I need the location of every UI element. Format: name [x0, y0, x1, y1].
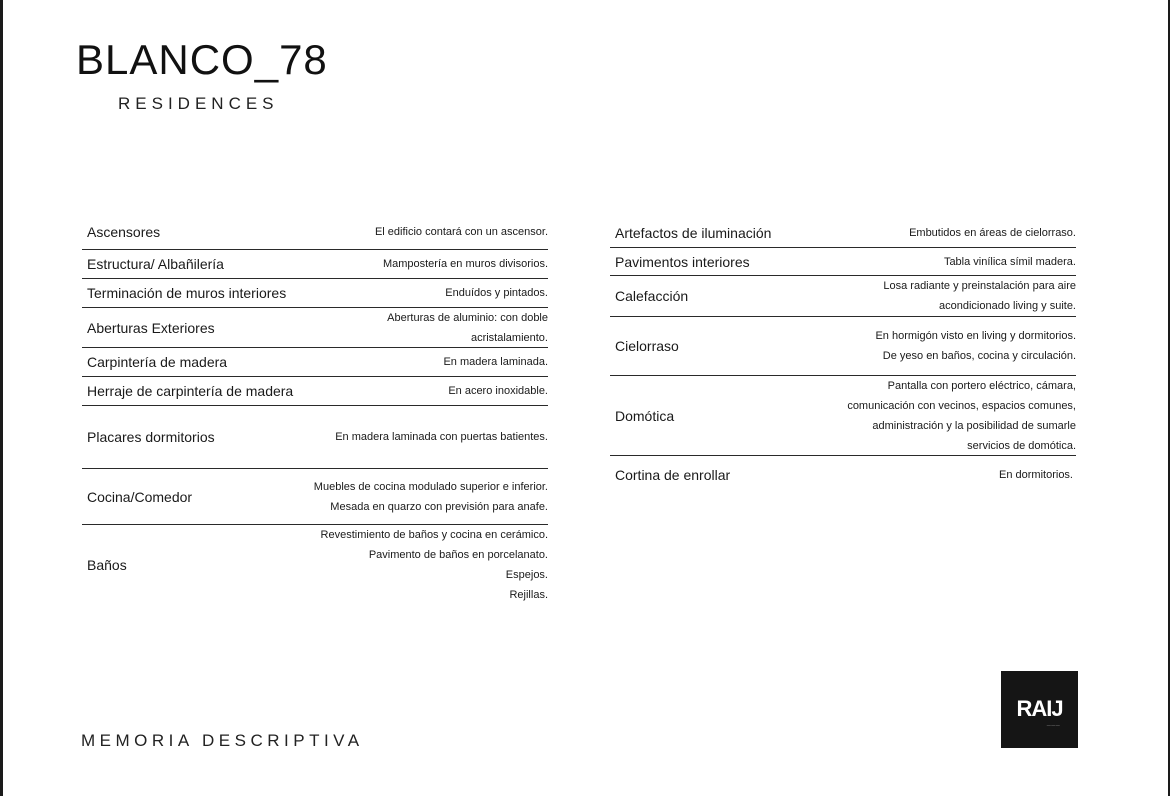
spec-desc-line: Espejos.: [505, 569, 548, 581]
spec-desc-line: Aberturas de aluminio: con doble: [387, 311, 548, 324]
spec-desc-line: Pavimento de baños en porcelanato.: [368, 549, 548, 561]
spec-desc-line: Tabla vinílica símil madera.: [943, 255, 1076, 268]
spec-row-cortina: [610, 456, 1076, 494]
spec-label: Cielorraso: [615, 338, 679, 354]
spec-desc-line: Rejillas.: [509, 589, 548, 601]
spec-row-iluminacion: [610, 218, 1076, 248]
spec-label: Estructura/ Albañilería: [87, 256, 224, 272]
spec-row-herraje: [82, 377, 548, 406]
spec-description: [321, 525, 548, 605]
spec-list-right: [610, 218, 1076, 494]
spec-label: Carpintería de madera: [87, 354, 228, 370]
spec-row-aberturas: [82, 308, 548, 348]
spec-row-ascensores: [82, 214, 548, 250]
spec-description: [383, 254, 548, 274]
spec-row-estructura: [82, 250, 548, 279]
spec-list-left: [82, 214, 548, 605]
spec-row-cielorraso: [610, 317, 1076, 376]
spec-description: [387, 308, 548, 348]
spec-desc-line: Pantalla con portero eléctrico, cámara,: [887, 379, 1076, 392]
spec-description: [314, 477, 548, 517]
spec-desc-line: servicios de domótica.: [967, 439, 1076, 452]
spec-desc-line: Embutidos en áreas de cielorraso.: [909, 226, 1076, 239]
spec-desc-line: El edificio contará con un ascensor.: [374, 225, 548, 238]
spec-label: Terminación de muros interiores: [87, 285, 287, 301]
spec-description: [443, 352, 548, 372]
spec-desc-line: acristalamiento.: [470, 331, 548, 344]
spec-label: Placares dormitorios: [87, 429, 215, 445]
logo-wordmark: RAIJ: [1016, 696, 1063, 721]
spec-row-pavimentos: [610, 248, 1076, 276]
spec-description: [875, 326, 1076, 366]
spec-description: [445, 283, 548, 303]
raij-logo: [1001, 671, 1078, 748]
spec-row-carpinteria: [82, 348, 548, 377]
spec-row-cocina: [82, 469, 548, 525]
spec-label: Domótica: [615, 407, 675, 424]
spec-label: Artefactos de iluminación: [615, 224, 772, 241]
spec-desc-line: En madera laminada con puertas batientes.: [335, 431, 548, 443]
spec-desc-line: comunicación con vecinos, espacios comunes,: [847, 399, 1076, 412]
spec-row-banos: [82, 525, 548, 605]
spec-row-placares: [82, 406, 548, 469]
spec-desc-line: De yeso en baños, cocina y circulación.: [882, 350, 1076, 362]
logo-tagline: ———: [1046, 722, 1061, 727]
spec-description: [999, 465, 1076, 485]
spec-description: [375, 222, 548, 242]
spec-desc-line: Enduídos y pintados.: [445, 287, 548, 299]
spec-row-terminacion: [82, 279, 548, 308]
page-border-left: [0, 0, 3, 796]
spec-desc-line: En dormitorios.: [999, 469, 1073, 481]
spec-desc-line: Losa radiante y preinstalación para aire: [883, 280, 1076, 292]
spec-label: Baños: [87, 557, 127, 573]
spec-label: Pavimentos interiores: [615, 253, 750, 270]
spec-label: Herraje de carpintería de madera: [87, 383, 294, 399]
spec-desc-line: En acero inoxidable.: [448, 385, 548, 397]
brand-subtitle: RESIDENCES: [118, 94, 279, 113]
spec-description: [847, 376, 1076, 456]
footer-title: MEMORIA DESCRIPTIVA: [81, 731, 364, 750]
spec-label: Cocina/Comedor: [87, 488, 193, 505]
spec-desc-line: En madera laminada.: [443, 356, 548, 368]
spec-label: Calefacción: [615, 288, 689, 304]
spec-desc-line: acondicionado living y suite.: [939, 300, 1076, 312]
spec-label: Cortina de enrollar: [615, 467, 731, 483]
spec-row-calefaccion: [610, 276, 1076, 317]
spec-description: [944, 252, 1076, 272]
spec-desc-line: Mesada en quarzo con previsión para anafe.: [330, 500, 548, 513]
spec-description: [883, 276, 1076, 316]
spec-desc-line: Muebles de cocina modulado superior e inferior.: [313, 480, 548, 493]
spec-desc-line: En hormigón visto en living y dormitorios.: [875, 330, 1076, 342]
spec-label: Ascensores: [87, 223, 161, 240]
spec-desc-line: administración y la posibilidad de sumarle: [872, 419, 1076, 432]
brand-title: BLANCO_78: [76, 36, 328, 83]
spec-label: Aberturas Exteriores: [87, 319, 215, 336]
spec-row-domotica: [610, 376, 1076, 456]
spec-description: [335, 427, 548, 447]
spec-description: [448, 381, 548, 401]
spec-desc-line: Mampostería en muros divisorios.: [382, 258, 548, 270]
spec-desc-line: Revestimiento de baños y cocina en cerámico.: [320, 529, 548, 541]
spec-description: [909, 223, 1076, 243]
